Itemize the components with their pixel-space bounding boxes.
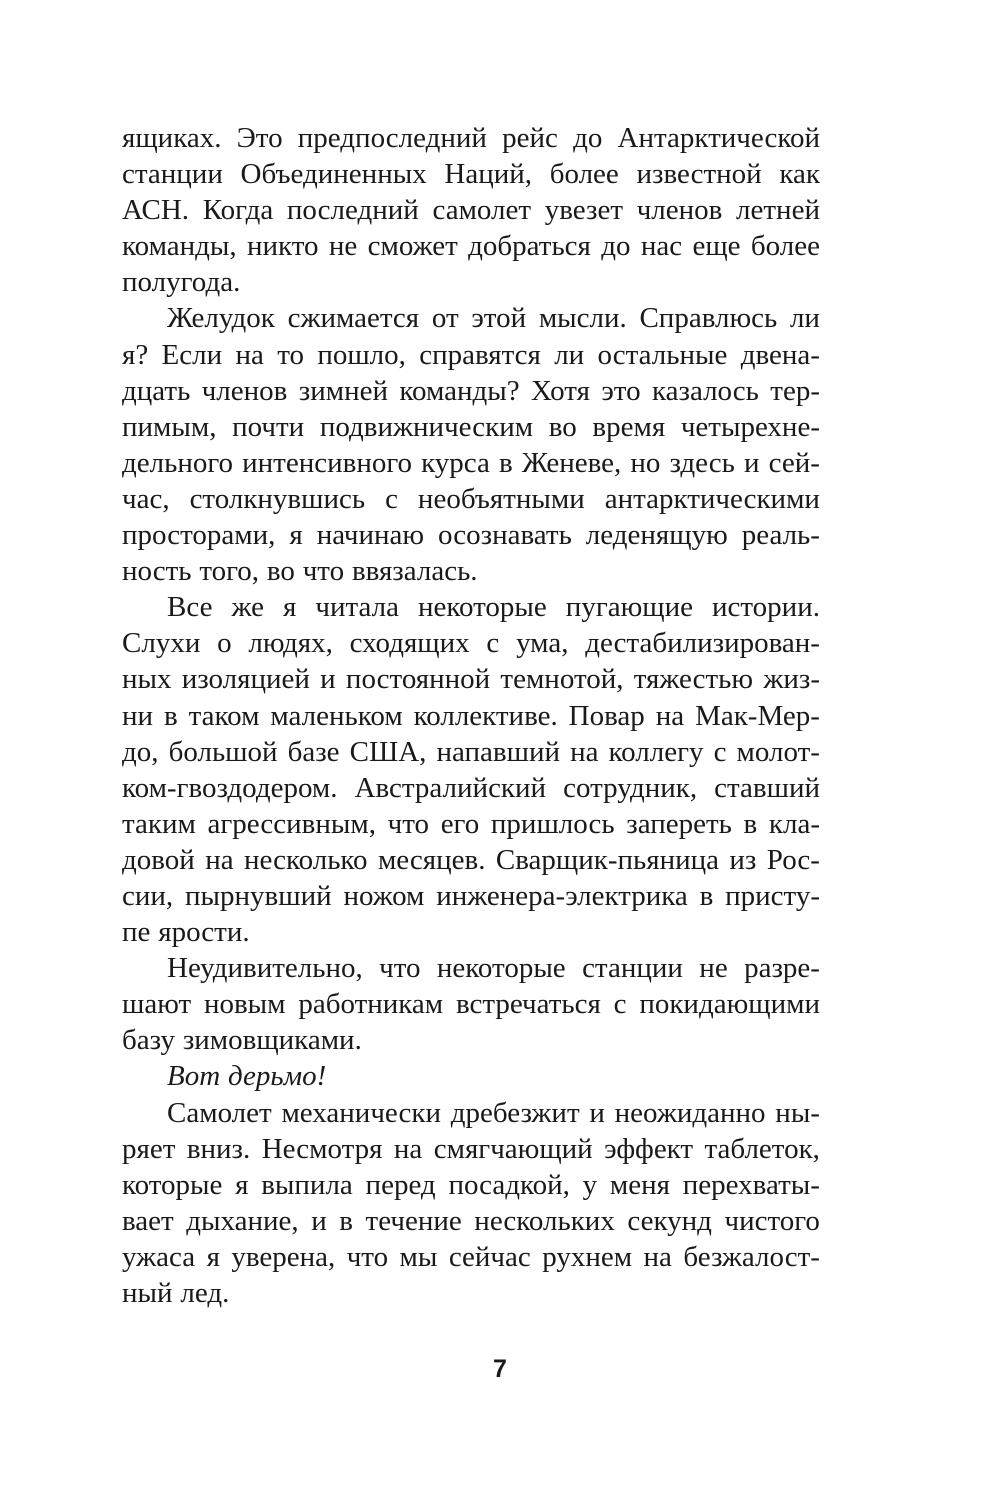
text-line: вает дыхание, и в течение нескольких секунд чистого [122, 1204, 820, 1237]
text-line: ужаса я уверена, что мы сейчас рухнем на безжалост- [122, 1240, 820, 1273]
body-text [122, 120, 820, 1311]
text-line: просторами, я начинаю осознавать леденящую реаль- [122, 519, 820, 552]
text-line: я? Если на то пошло, справятся ли остальные двена- [122, 338, 820, 371]
text-line: Вот дерьмо! [167, 1060, 327, 1093]
text-line: сии, пырнувший ножом инженера-электрика в присту- [122, 879, 820, 912]
text-line: Слухи о людях, сходящих с ума, дестабилизирован- [122, 627, 820, 660]
text-line: дцать членов зимней команды? Хотя это казалось тер- [122, 374, 820, 407]
text-line: ком-гвоздодером. Австралийский сотрудник, ставший [122, 771, 820, 804]
text-line: ность того, во что ввязалась. [122, 555, 478, 588]
text-line: ящиках. Это предпоследний рейс до Антарктической [122, 122, 820, 154]
text-line: АСН. Когда последний самолет увезет членов летней [122, 194, 820, 227]
text-line: ный лед. [122, 1277, 230, 1309]
text-line: пимым, почти подвижническим во время четырехне- [122, 410, 820, 443]
text-line: пе ярости. [122, 916, 250, 949]
text-line: Желудок сжимается от этой мысли. Справлюсь ли [167, 302, 820, 335]
text-line: базу зимовщиками. [122, 1024, 362, 1057]
text-line: до, большой базе США, напавший на коллегу с молот- [122, 735, 820, 768]
text-line: ряет вниз. Несмотря на смягчающий эффект таблеток, [122, 1132, 820, 1165]
text-line: полугода. [122, 266, 241, 299]
text-line: ных изоляцией и постоянной темнотой, тяжестью жиз- [122, 663, 820, 696]
text-line: Неудивительно, что некоторые станции не разре- [167, 952, 820, 985]
text-line: станции Объединенных Наций, более известной как [122, 158, 820, 191]
text-line: ни в таком маленьком коллективе. Повар на Мак-Мер- [122, 699, 820, 732]
text-line: команды, никто не сможет добраться до нас еще более [122, 230, 820, 263]
text-line: шают новым работникам встречаться с покидающими [122, 988, 820, 1021]
page-number: 7 [493, 1355, 507, 1383]
text-line: которые я выпила перед посадкой, у меня перехваты- [122, 1168, 820, 1201]
text-line: дельного интенсивного курса в Женеве, но здесь и сей- [122, 446, 820, 479]
text-line: таким агрессивным, что его пришлось запереть в кла- [122, 807, 820, 840]
text-line: довой на несколько месяцев. Сварщик-пьяница из Рос- [122, 843, 820, 876]
text-line: Все же я читала некоторые пугающие истории. [167, 591, 820, 624]
text-line: Самолет механически дребезжит и неожиданно ны- [167, 1096, 820, 1129]
text-line: час, столкнувшись с необъятными антарктическими [122, 482, 820, 515]
